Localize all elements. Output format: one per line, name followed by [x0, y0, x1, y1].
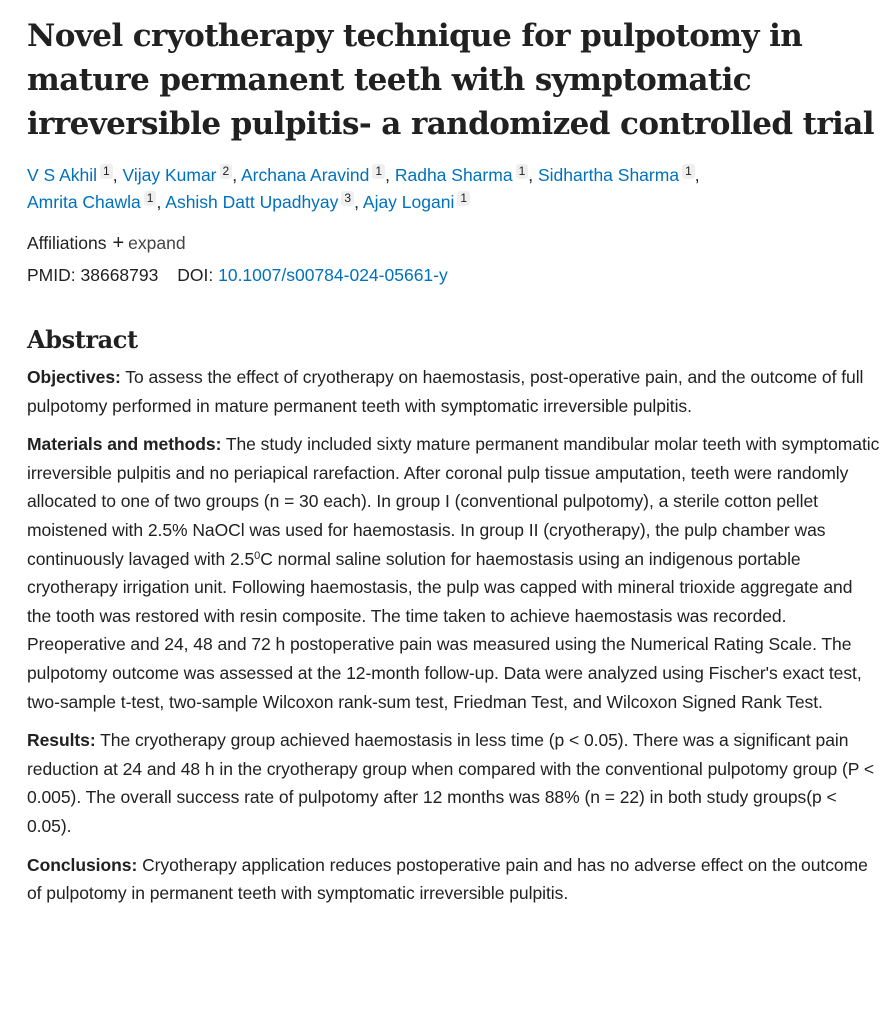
affiliation-badge[interactable]: 1 — [372, 164, 385, 179]
section-text: The cryotherapy group achieved haemostasis in less time (p < 0.05). There was a significant pain reduction at 24 and 48 h in the cryotherapy group when compared with the conventional pulpotomy group (P < 0.005). The overall success rate of pulpotomy after 12 months was 88% (n = 22) in both study groups(p < 0.05). — [27, 730, 875, 836]
author-link[interactable]: Sidhartha Sharma — [538, 165, 680, 185]
affiliation-badge[interactable]: 2 — [220, 164, 233, 179]
author-link[interactable]: Amrita Chawla — [27, 192, 141, 212]
affiliation-badge[interactable]: 1 — [144, 191, 157, 206]
author-link[interactable]: Radha Sharma — [394, 165, 513, 185]
affiliation-badge[interactable]: 1 — [100, 164, 113, 179]
degree-superscript: 0 — [254, 549, 261, 562]
expand-label: expand — [128, 233, 186, 253]
affiliation-badge[interactable]: 3 — [341, 191, 354, 206]
author-separator: , — [385, 165, 390, 185]
author-separator: , — [156, 192, 162, 212]
author-separator: , — [694, 165, 700, 185]
author-separator: , — [112, 165, 118, 185]
abstract-methods — [27, 430, 880, 716]
plus-icon: + — [112, 232, 125, 254]
abstract-objectives — [27, 363, 880, 420]
section-label: Conclusions: — [27, 854, 138, 875]
pmid-value: 38668793 — [80, 265, 159, 285]
affiliations-label: Affiliations — [27, 233, 107, 253]
article-title: Novel cryotherapy technique for pulpotomy in mature permanent teeth with symptomatic irreversible pulpitis- a randomized controlled trial — [27, 18, 874, 142]
identifiers-row — [27, 262, 880, 288]
author-link[interactable]: Ashish Datt Upadhyay — [165, 192, 339, 212]
abstract-results — [27, 726, 880, 840]
author-link[interactable]: V S Akhil — [27, 165, 98, 185]
author-separator: , — [528, 165, 534, 185]
section-label: Objectives: — [27, 367, 121, 387]
abstract-heading: Abstract — [27, 325, 138, 354]
section-text: To assess the effect of cryotherapy on haemostasis, post-operative pain, and the outcome of full pulpotomy performed in mature permanent teeth with symptomatic irreversible pulpitis. — [27, 367, 864, 416]
affiliation-badge[interactable]: 1 — [516, 164, 529, 179]
affiliations-row — [27, 230, 880, 256]
affiliation-badge[interactable]: 1 — [457, 191, 470, 206]
section-text-continued: C normal saline solution for haemostasis using an indigenous portable cryotherapy irrigation unit. Following haemostasis, the pulp was capped with mineral trioxide aggregate and the tooth was restored with resin composite. The time taken to achieve haemostasis was recorded. Preoperative and 24, 48 and 72 h postoperative pain was measured using the Numerical Rating Scale. The pulpotomy outcome was assessed at the 12-month follow-up. Data were analyzed using Fischer's exact test, two-sample t-test, two-sample Wilcoxon rank-sum test, Friedman Test, and Wilcoxon Signed Rank Test. — [27, 548, 862, 712]
section-label: Materials and methods: — [27, 434, 222, 455]
doi-link[interactable]: 10.1007/s00784-024-05661-y — [218, 265, 448, 285]
author-link[interactable]: Vijay Kumar — [122, 165, 217, 185]
author-separator: , — [232, 165, 238, 185]
section-text: The study included sixty mature permanent mandibular molar teeth with symptomatic irreversible pulpitis and no periapical rarefaction. After coronal pulp tissue amputation, teeth were randomly allocated to one of two groups (n = 30 each). In group I (conventional pulpotomy), a sterile cotton pellet moistened with 2.5% NaOCl was used for haemostasis. In group II (cryotherapy), the pulp chamber was continuously lavaged with 2.5 — [27, 434, 880, 569]
pmid-label: PMID: — [27, 265, 76, 285]
section-text: Cryotherapy application reduces postoperative pain and has no adverse effect on the outcome of pulpotomy in permanent teeth with symptomatic irreversible pulpitis. — [27, 854, 868, 904]
affiliation-badge[interactable]: 1 — [682, 164, 695, 179]
expand-affiliations-button[interactable] — [112, 233, 185, 253]
doi-label: DOI: — [177, 265, 214, 285]
abstract-conclusions — [27, 851, 880, 908]
author-list — [27, 162, 880, 216]
author-link[interactable]: Ajay Logani — [362, 192, 455, 212]
author-separator: , — [354, 192, 359, 212]
author-link[interactable]: Archana Aravind — [240, 165, 370, 185]
section-label: Results: — [27, 730, 96, 751]
